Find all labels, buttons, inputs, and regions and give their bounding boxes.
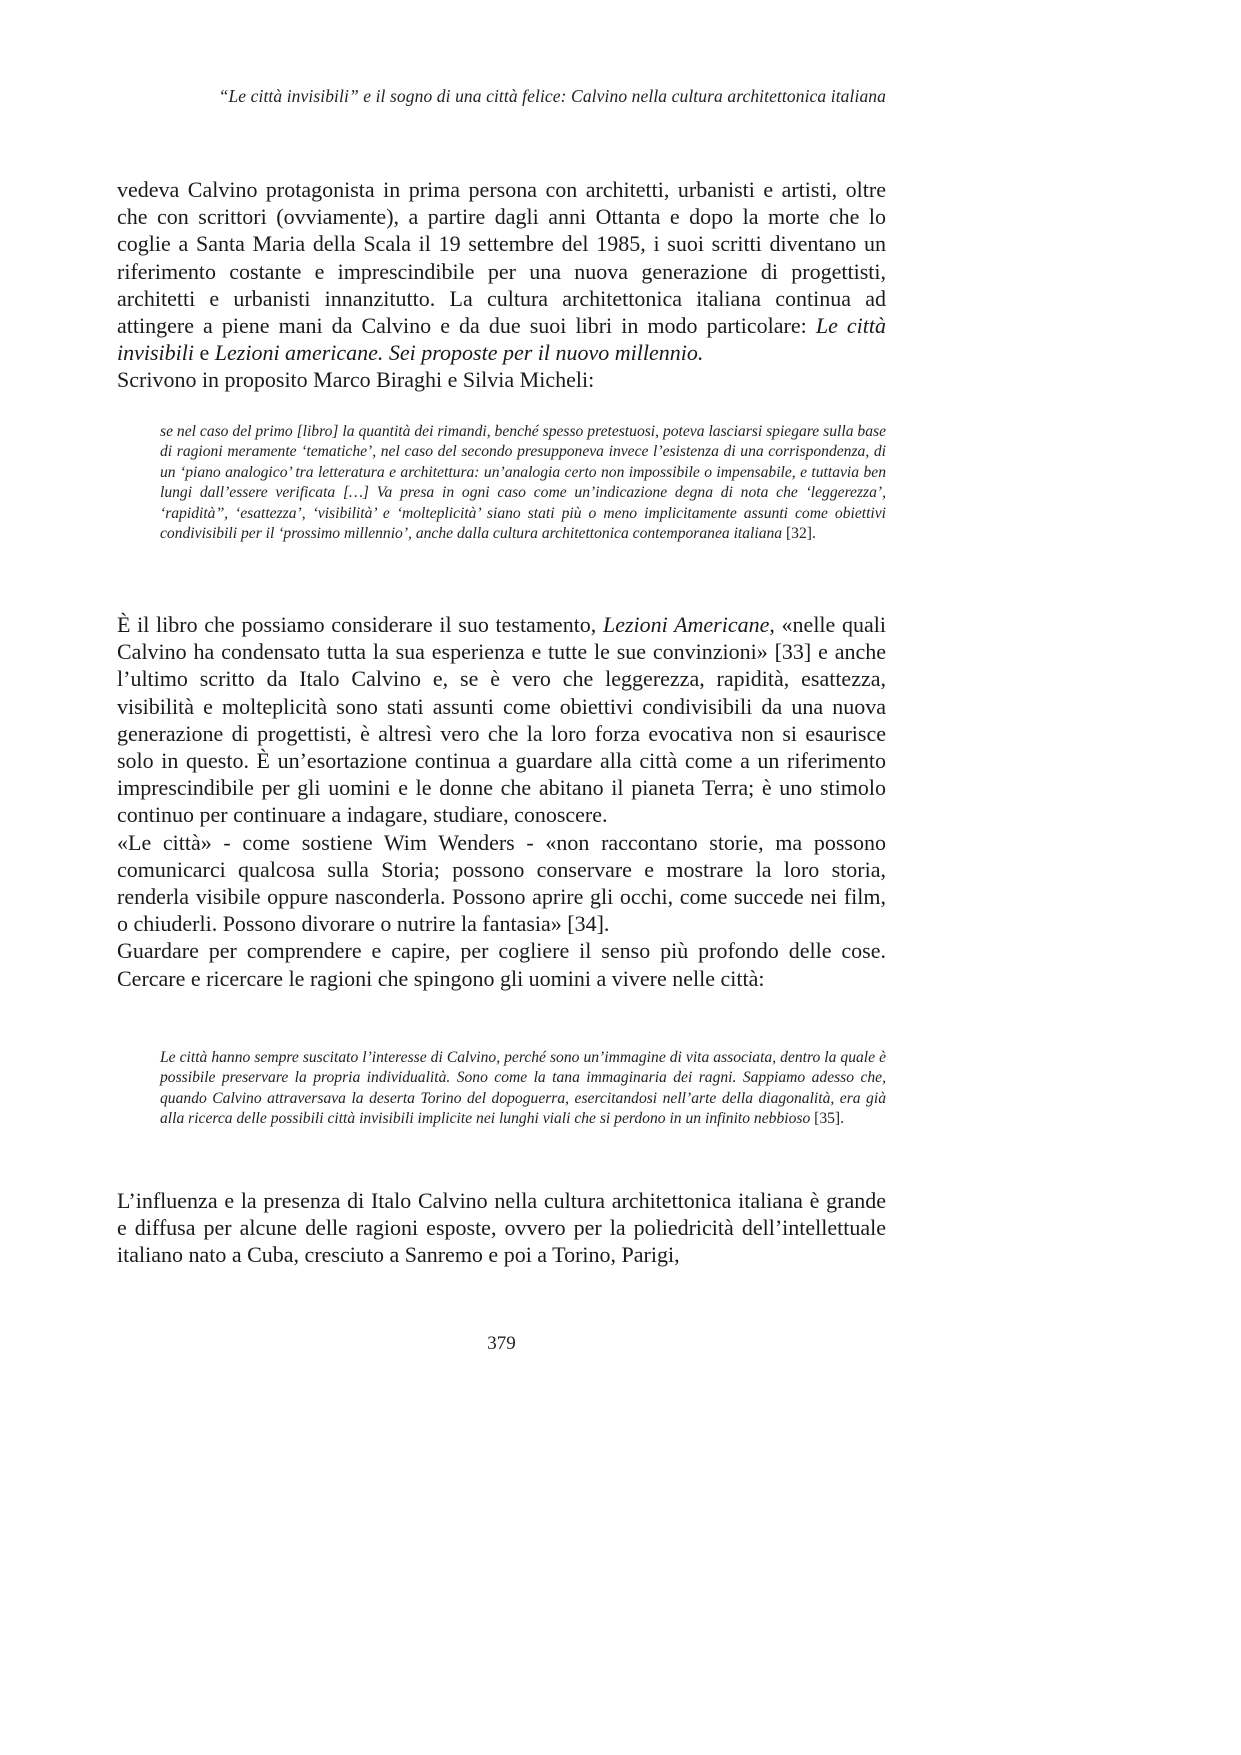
quote-text: Le città hanno sempre suscitato l’interesse di Calvino, perché sono un’immagine di vita associata, dentro la quale è possibile preservare la propria individualità. Sono come la tana immaginaria dei ragni. Sappiamo adesso che, quando Calvino attraversava la deserta Torino del dopoguerra, esercitandosi nell’arte della diagonalità, era già alla ricerca delle possibili città invisibili implicite nei lunghi viali che si perdono in un infinito nebbioso: [160, 1049, 886, 1128]
paragraph: «Le città» - come sostiene Wim Wenders - «non raccontano storie, ma possono comunicarci qualcosa sulla Storia; possono conservare e mostrare la loro storia, renderla visibile oppure nasconderla. Possono aprire gli occhi, come succede nei film, o chiuderli. Possono divorare o nutrire la fantasia» [34].: [117, 829, 886, 937]
book-title: Lezioni americane. Sei proposte per il nuovo millennio.: [214, 340, 704, 366]
block-quote-2: [160, 1048, 886, 1130]
quote-paragraph: [160, 422, 886, 544]
book-title: Lezioni Americane: [603, 612, 770, 637]
citation-ref: [32].: [782, 525, 816, 543]
paragraph-text: È il libro che possiamo considerare il suo testamento,: [117, 612, 603, 637]
paragraph-text: , «nelle quali Calvino ha condensato tutta la sua esperienza e tutte le sue convinzioni» [33] e anche l’ultimo scritto da Italo Calvino e, se è vero che leggerezza, rapidità, esattezza, visibilità e molteplicità sono stati assunti come obiettivi condivisibili da una nuova generazione di progettisti, è altresì vero che la loro forza evocativa non si esaurisce solo in questo. È un’esortazione continua a guardare alla città come a un riferimento imprescindibile per gli uomini e le donne che abitano il pianeta Terra; è uno stimolo continuo per continuare a indagare, studiare, conoscere.: [117, 612, 886, 828]
block-quote-1: [160, 422, 886, 544]
paragraph: L’influenza e la presenza di Italo Calvino nella cultura architettonica italiana è grande e diffusa per alcune delle ragioni esposte, ovvero per la poliedricità dell’intellettuale italiano nato a Cuba, cresciuto a Sanremo e poi a Torino, Parigi,: [117, 1188, 886, 1268]
citation-ref: [35].: [810, 1110, 845, 1128]
paragraph: [117, 176, 886, 366]
body-text-section-3: [117, 1187, 886, 1269]
paragraph: Scrivono in proposito Marco Biraghi e Silvia Micheli:: [117, 367, 595, 393]
paragraph-text: vedeva Calvino protagonista in prima persona con architetti, urbanisti e artisti, oltre che con scrittori (ovviamente), a partire dagli anni Ottanta e dopo la morte che lo coglie a Santa Maria della Scala il 19 settembre del 1985, i suoi scritti diventano un riferimento costante e imprescindibile per una nuova generazione di progettisti, architetti e urbanisti innanzitutto. La cultura architettonica italiana continua ad attingere a piene mani da Calvino e da due suoi libri in modo particolare:: [117, 177, 886, 339]
paragraph: Guardare per comprendere e capire, per cogliere il senso più profondo delle cose. Cercare e ricercare le ragioni che spingono gli uomini a vivere nelle città:: [117, 938, 886, 991]
body-text-section-1: [117, 176, 886, 394]
running-header: “Le città invisibili” e il sogno di una città felice: Calvino nella cultura architettonica italiana: [218, 86, 886, 106]
book-title: Le città invisibili: [117, 313, 887, 366]
quote-paragraph: [160, 1048, 886, 1130]
body-text-section-2: [117, 611, 886, 992]
paragraph-text: e: [194, 340, 215, 366]
paragraph: [117, 611, 886, 829]
page-number: 379: [487, 1333, 516, 1354]
quote-text: se nel caso del primo [libro] la quantità dei rimandi, benché spesso pretestuosi, poteva lasciarsi spiegare sulla base di ragioni meramente ‘tematiche’, nel caso del secondo presupponeva invece l’esistenza di una corrispondenza, di un ‘piano analogico’ tra letteratura e architettura: un’analogia certo non impossibile o impensabile, e tuttavia ben lungi dall’essere verificata […] Va presa in ogni caso come un’indicazione degna di nota che ‘leggerezza’, ‘rapidità’’, ‘esattezza’, ‘visibilità’ e ‘molteplicità’ siano stati più o meno implicitamente assunti come obiettivi condivisibili per il ‘prossimo millennio’, anche dalla cultura architettonica contemporanea italiana: [160, 423, 886, 543]
